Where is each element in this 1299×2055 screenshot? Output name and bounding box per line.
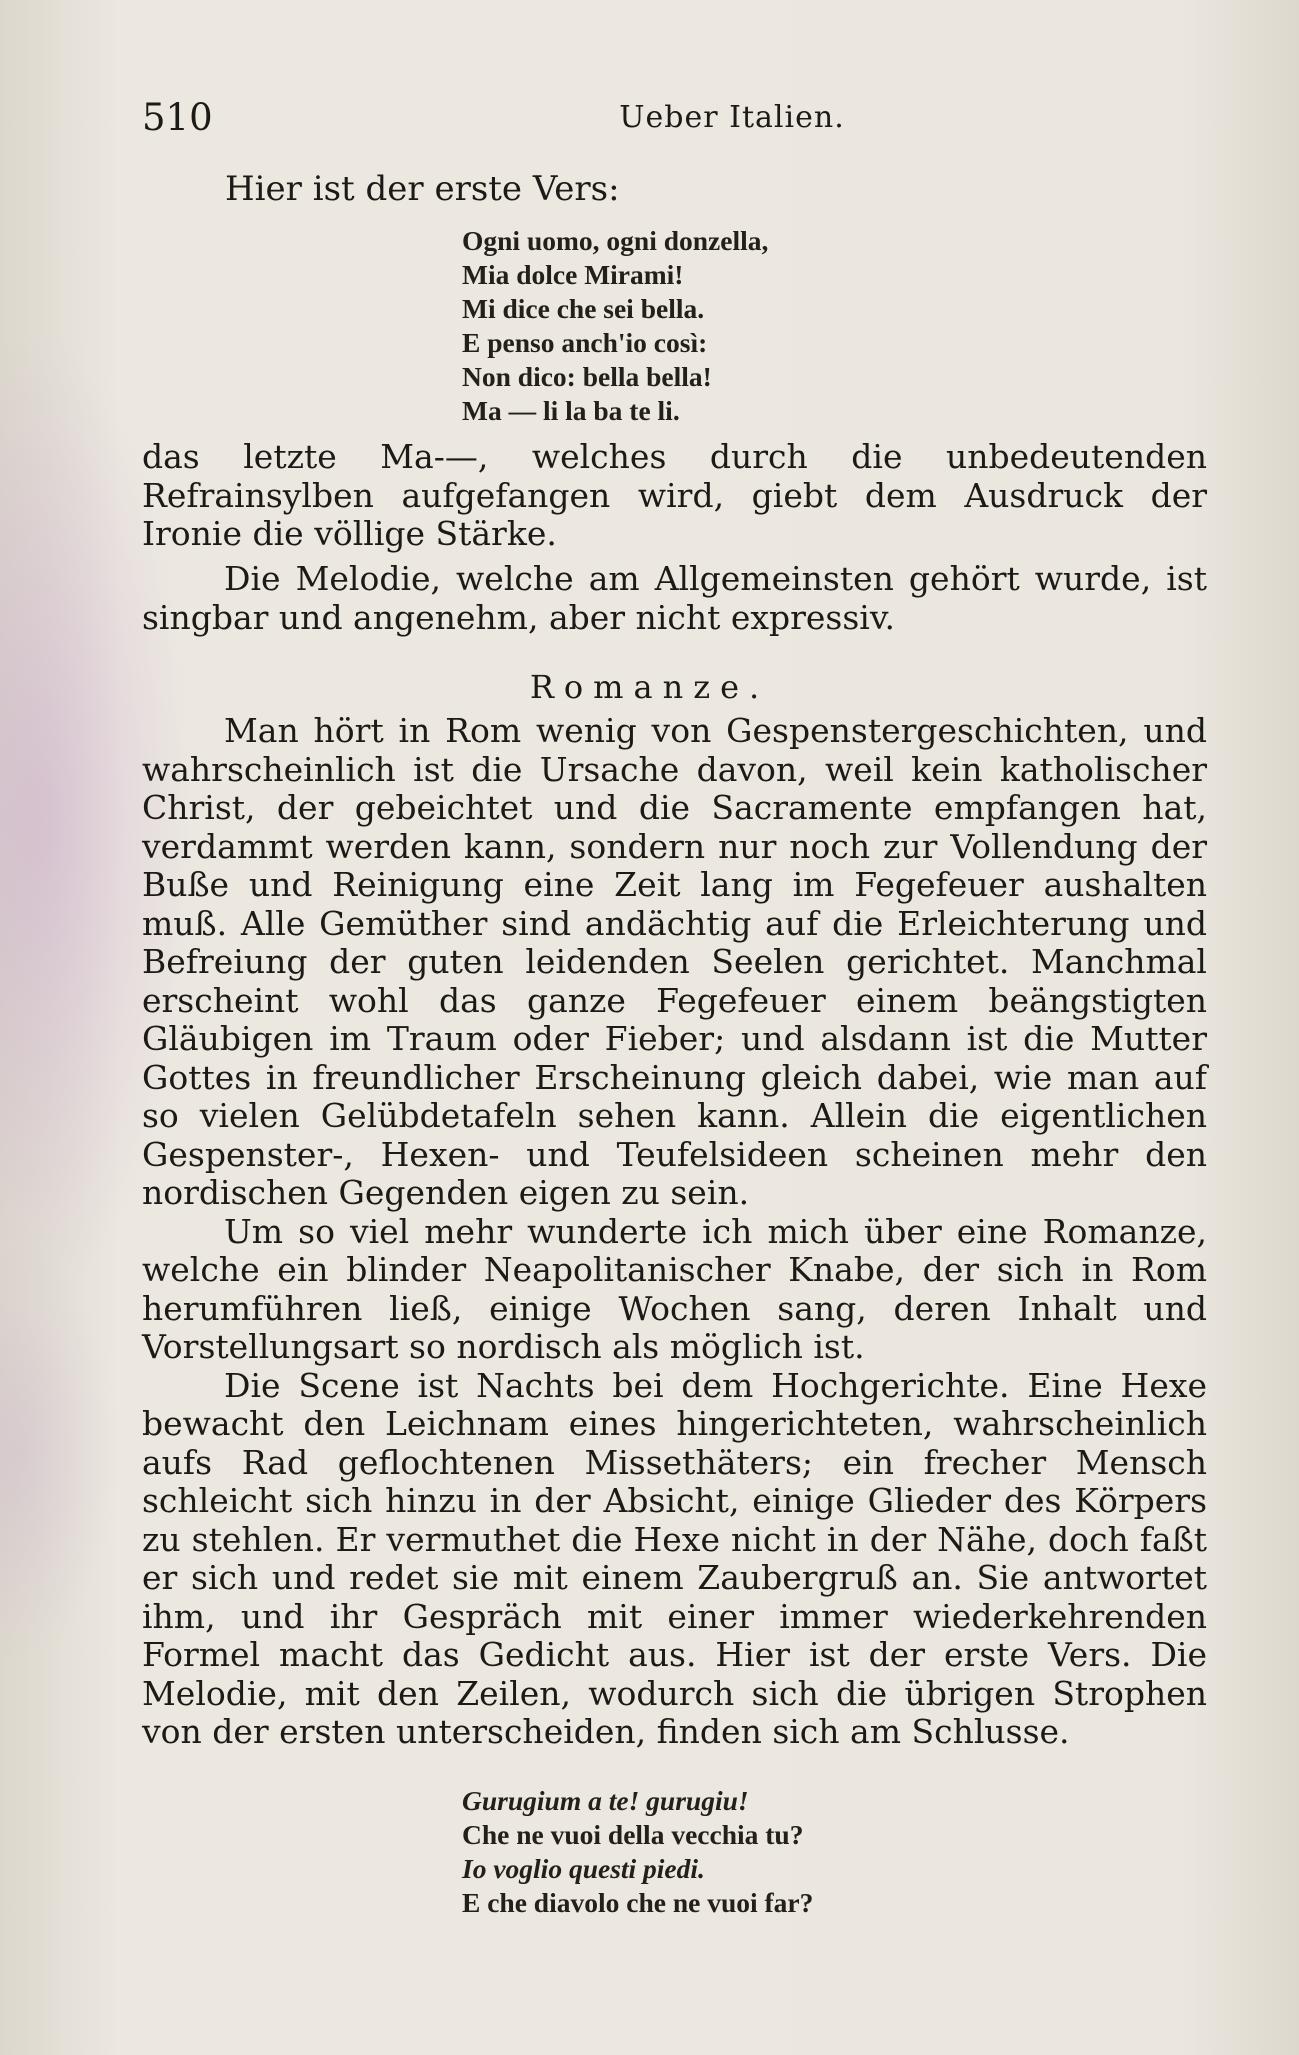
verse-line: Gurugium a te! gurugiu!: [462, 1785, 749, 1816]
paragraph-block: [142, 560, 1207, 637]
running-title: Ueber Italien.: [619, 100, 845, 135]
paragraph: Um so viel mehr wunderte ich mich über eine Romanze, welche ein blinder Neapolitanischer Knabe, der sich in Rom herumführen ließ, einige Wochen sang, deren Inhalt und Vorstellungsart so nordisch als möglich ist.: [142, 1211, 1207, 1366]
paragraph-block: [142, 438, 1207, 554]
section-heading: Romanze.: [529, 668, 770, 706]
paragraph: Die Melodie, welche am Allgemeinsten gehört wurde, ist singbar und angenehm, aber nicht expressiv.: [142, 559, 1207, 637]
verse-line: Ogni uomo, ogni donzella,: [462, 225, 769, 256]
paragraph: das letzte Ma-—, welches durch die unbedeutenden Refrainsylben aufgefangen wird, giebt dem Ausdruck der Ironie die völlige Stärke.: [142, 437, 1207, 553]
italian-verse-romanze: [462, 1784, 813, 1920]
verse-line: Ma — li la ba te li.: [462, 395, 680, 426]
page-number: 510: [142, 96, 213, 139]
verse-line: E che diavolo che ne vuoi far?: [462, 1887, 814, 1918]
verse-line: E penso anch'io così:: [462, 327, 708, 358]
verse-line: Mia dolce Mirami!: [462, 259, 684, 290]
paragraph: Man hört in Rom wenig von Gespenstergeschichten, und wahrscheinlich ist die Ursache davon, weil kein katholischer Christ, der gebeichtet und die Sacramente empfangen hat, verdammt werden kann, sondern nur noch zur Vollendung der Buße und Reinigung eine Zeit lang im Fegefeuer aushalten muß. Alle Gemüther sind andächtig auf die Erleichterung und Befreiung der guten leidenden Seelen gerichtet. Manchmal erscheint wohl das ganze Fegefeuer einem beängstigten Gläubigen im Traum oder Fieber; und alsdann ist die Mutter Gottes in freundlicher Erscheinung gleich dabei, wie man auf so vielen Gelübdetafeln sehen kann. Allein die eigentlichen Gespenster-, Hexen- und Teufelsideen scheinen mehr den nordischen Gegenden eigen zu sein.: [142, 711, 1207, 1212]
italian-verse-first: [462, 224, 768, 428]
verse-line: Mi dice che sei bella.: [462, 293, 705, 324]
page-header: [142, 96, 1299, 146]
paragraph: Die Scene ist Nachts bei dem Hochgerichte. Eine Hexe bewacht den Leichnam eines hingerichteten, wahrscheinlich aufs Rad geflochtenen Missethäters; ein frecher Mensch schleicht sich hinzu in der Absicht, einige Glieder des Körpers zu stehlen. Er vermuthet die Hexe nicht in der Nähe, doch faßt er sich und redet sie mit einem Zaubergruß an. Sie antwortet ihm, und ihr Gespräch mit einer immer wiederkehrenden Formel macht das Gedicht aus. Hier ist der erste Vers. Die Melodie, mit den Zeilen, wodurch sich die übrigen Strophen von der ersten unterscheiden, finden sich am Schlusse.: [142, 1365, 1207, 1751]
verse-intro: Hier ist der erste Vers:: [225, 169, 620, 209]
verse-line: Che ne vuoi della vecchia tu?: [462, 1819, 804, 1850]
verse-line: Non dico: bella bella!: [462, 361, 712, 392]
verse-line: Io voglio questi piedi.: [462, 1853, 705, 1884]
paragraph-block: [142, 712, 1207, 1752]
